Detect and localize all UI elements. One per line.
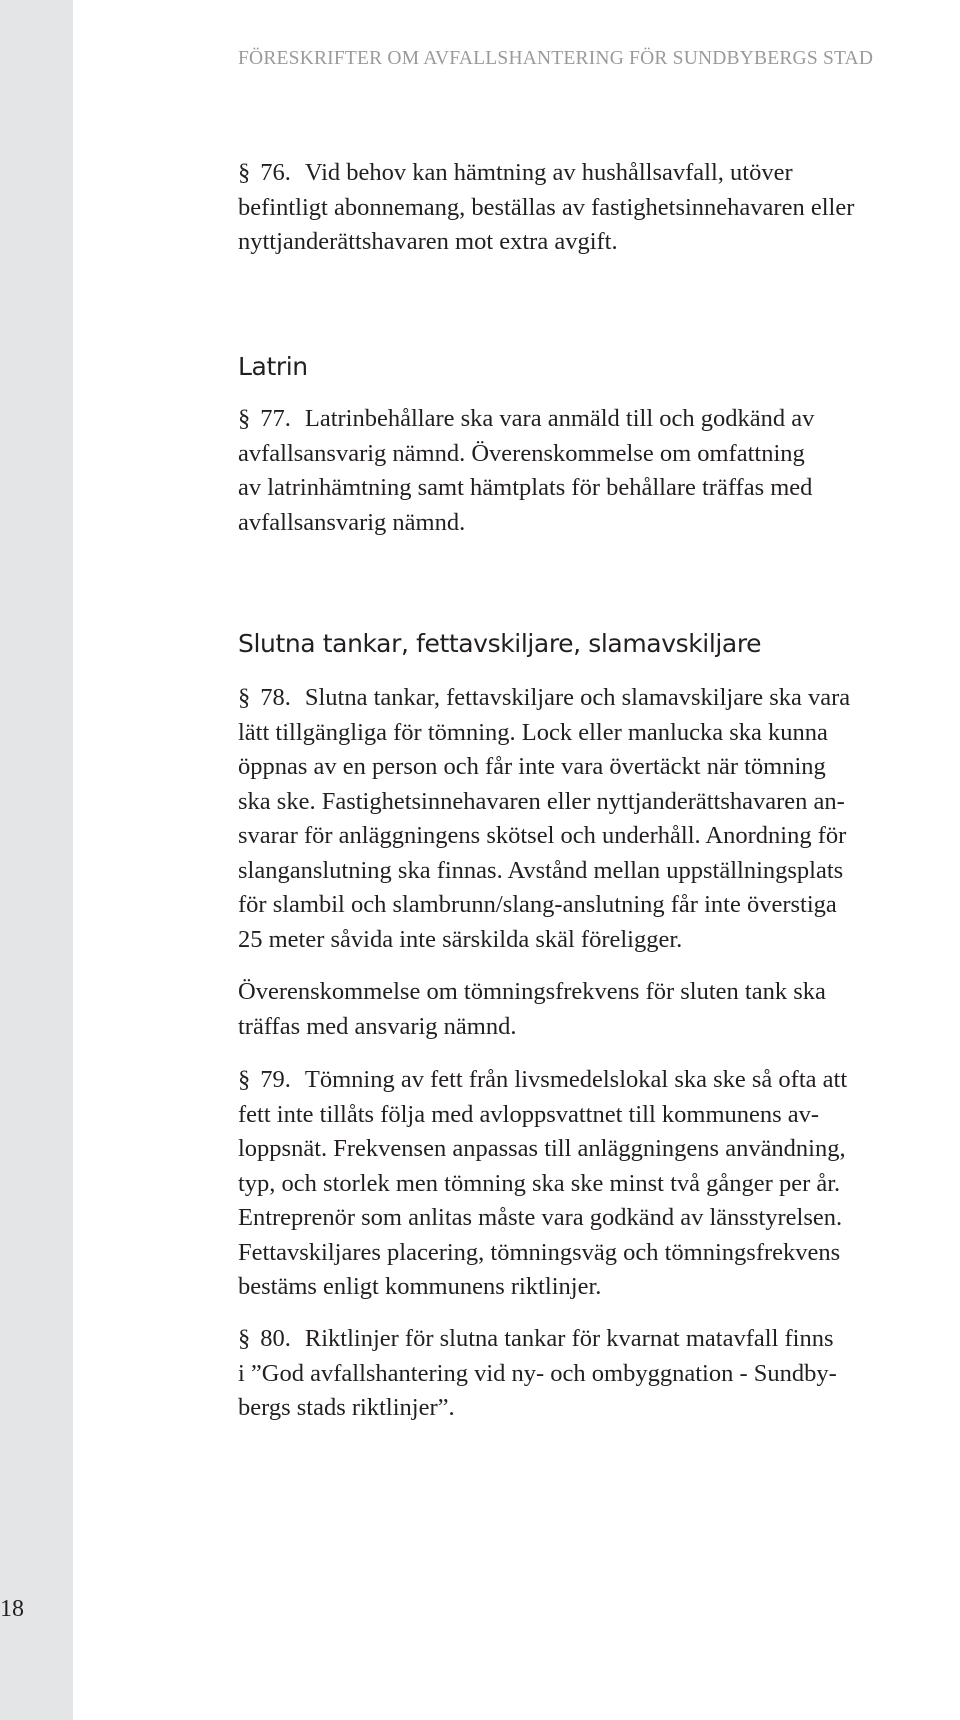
paragraph-78b-line-2: träffas med ansvarig nämnd.	[238, 1012, 517, 1040]
paragraph-78-continuation	[238, 975, 958, 1044]
paragraph-78-line-5: svarar för anläggningens skötsel och underhåll. Anordning för	[238, 822, 847, 849]
running-header: FÖRESKRIFTER OM AVFALLSHANTERING FÖR SUNDBYBERGS STAD	[238, 48, 874, 69]
paragraph-76-line-3: nyttjanderättshavaren mot extra avgift.	[238, 228, 618, 255]
heading-latrin: Latrin	[238, 352, 308, 381]
paragraph-77-line-4: avfallsansvarig nämnd.	[238, 508, 466, 536]
paragraph-number: 79.	[260, 1066, 291, 1093]
paragraph-80	[238, 1322, 958, 1426]
paragraph-79	[238, 1063, 958, 1305]
section-sign: §	[238, 684, 251, 711]
paragraph-78-line-2: lätt tillgängliga för tömning. Lock eller manlucka ska kunna	[238, 718, 828, 746]
section-sign: §	[238, 1066, 251, 1093]
paragraph-number: 78.	[260, 684, 291, 711]
paragraph-78	[238, 681, 958, 957]
paragraph-79-line-5: Entreprenör som anlitas måste vara godkänd av länsstyrelsen.	[238, 1204, 843, 1231]
paragraph-77-line-3: av latrinhämtning samt hämtplats för behållare träffas med	[238, 474, 813, 501]
paragraph-78-line-1: § 78. Slutna tankar, fettavskiljare och slamavskiljare ska vara	[238, 681, 958, 716]
section-sign: §	[238, 405, 251, 432]
heading-slutna-tankar: Slutna tankar, fettavskiljare, slamavskiljare	[238, 629, 762, 658]
paragraph-79-line-7: bestäms enligt kommunens riktlinjer.	[238, 1273, 602, 1300]
paragraph-79-line-1: § 79. Tömning av fett från livsmedelslokal ska ske så ofta att	[238, 1063, 958, 1098]
paragraph-78b-line-1: Överenskommelse om tömningsfrekvens för sluten tank ska	[238, 978, 826, 1005]
paragraph-77-line-2: avfallsansvarig nämnd. Överenskommelse om omfattning	[238, 439, 805, 467]
paragraph-number: 77.	[260, 405, 291, 432]
paragraph-76	[238, 156, 958, 260]
page-number: 18	[0, 1596, 24, 1622]
paragraph-79-line-4: typ, och storlek men tömning ska ske minst två gånger per år.	[238, 1169, 841, 1197]
paragraph-79-line-3: loppsnät. Frekvensen anpassas till anläggningens användning,	[238, 1135, 846, 1162]
section-sign: §	[238, 1325, 251, 1352]
section-sign: §	[238, 159, 251, 186]
paragraph-80-line-2: i ”God avfallshantering vid ny- och ombyggnation - Sundby-	[238, 1359, 837, 1387]
paragraph-79-line-2: fett inte tillåts följa med avloppsvattnet till kommunens av-	[238, 1100, 820, 1128]
paragraph-78-line-6: slanganslutning ska finnas. Avstånd mellan uppställningsplats	[238, 856, 844, 884]
paragraph-number: 80.	[260, 1325, 291, 1352]
paragraph-number: 76.	[260, 159, 291, 186]
paragraph-78-line-4: ska ske. Fastighetsinnehavaren eller nyttjanderättshavaren an-	[238, 787, 845, 815]
paragraph-76-line-1: § 76. Vid behov kan hämtning av hushållsavfall, utöver	[238, 156, 958, 191]
paragraph-79-line-6: Fettavskiljares placering, tömningsväg och tömningsfrekvens	[238, 1238, 841, 1266]
page-margin-band	[0, 0, 73, 1720]
paragraph-76-line-2: befintligt abonnemang, beställas av fastighetsinnehavaren eller	[238, 193, 855, 221]
paragraph-80-line-3: bergs stads riktlinjer”.	[238, 1394, 455, 1421]
paragraph-78-line-7: för slambil och slambrunn/slang-anslutning får inte överstiga	[238, 891, 837, 918]
paragraph-77	[238, 402, 958, 540]
paragraph-78-line-8: 25 meter såvida inte särskilda skäl föreligger.	[238, 925, 683, 953]
paragraph-77-line-1: § 77. Latrinbehållare ska vara anmäld till och godkänd av	[238, 402, 958, 437]
paragraph-80-line-1: § 80. Riktlinjer för slutna tankar för kvarnat matavfall finns	[238, 1322, 958, 1357]
paragraph-78-line-3: öppnas av en person och får inte vara övertäckt när tömning	[238, 753, 826, 780]
